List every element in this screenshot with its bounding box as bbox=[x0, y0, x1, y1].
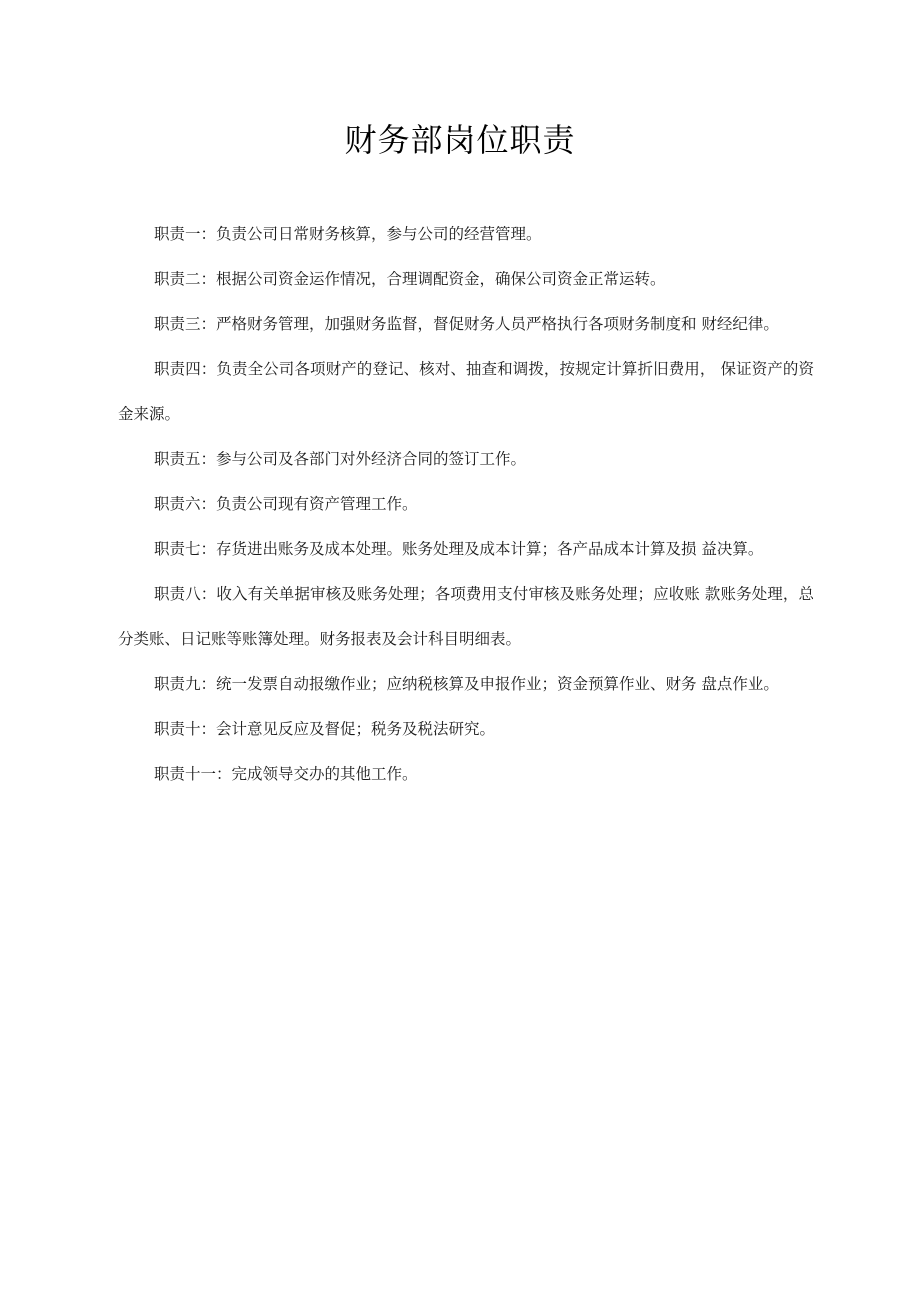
duty-paragraph-3: 职责三：严格财务管理，加强财务监督，督促财务人员严格执行各项财务制度和 财经纪律。 bbox=[154, 315, 779, 333]
duty-paragraph-10: 职责十：会计意见反应及督促；税务及税法研究。 bbox=[154, 720, 496, 738]
duty-paragraph-11: 职责十一：完成领导交办的其他工作。 bbox=[154, 765, 418, 783]
duty-paragraph-9: 职责九：统一发票自动报缴作业；应纳税核算及申报作业；资金预算作业、财务 盘点作业。 bbox=[154, 675, 779, 693]
duty-paragraph-8: 职责八：收入有关单据审核及账务处理；各项费用支付审核及账务处理；应收账 款账务处理，总分类账、日记账等账簿处理。财务报表及会计科目明细表。 bbox=[118, 585, 814, 648]
document-title: 财务部岗位职责 bbox=[344, 121, 576, 159]
document-body bbox=[118, 212, 814, 797]
duty-paragraph-7: 职责七：存货进出账务及成本处理。账务处理及成本计算；各产品成本计算及损 益决算。 bbox=[154, 540, 764, 558]
duty-paragraph-1: 职责一：负责公司日常财务核算，参与公司的经营管理。 bbox=[154, 225, 542, 243]
duty-paragraph-2: 职责二：根据公司资金运作情况，合理调配资金，确保公司资金正常运转。 bbox=[154, 270, 666, 288]
duty-paragraph-5: 职责五：参与公司及各部门对外经济合同的签订工作。 bbox=[154, 450, 527, 468]
duty-paragraph-6: 职责六：负责公司现有资产管理工作。 bbox=[154, 495, 418, 513]
duty-paragraph-4: 职责四：负责全公司各项财产的登记、核对、抽查和调拨，按规定计算折旧费用， 保证资产的资金来源。 bbox=[118, 360, 814, 423]
